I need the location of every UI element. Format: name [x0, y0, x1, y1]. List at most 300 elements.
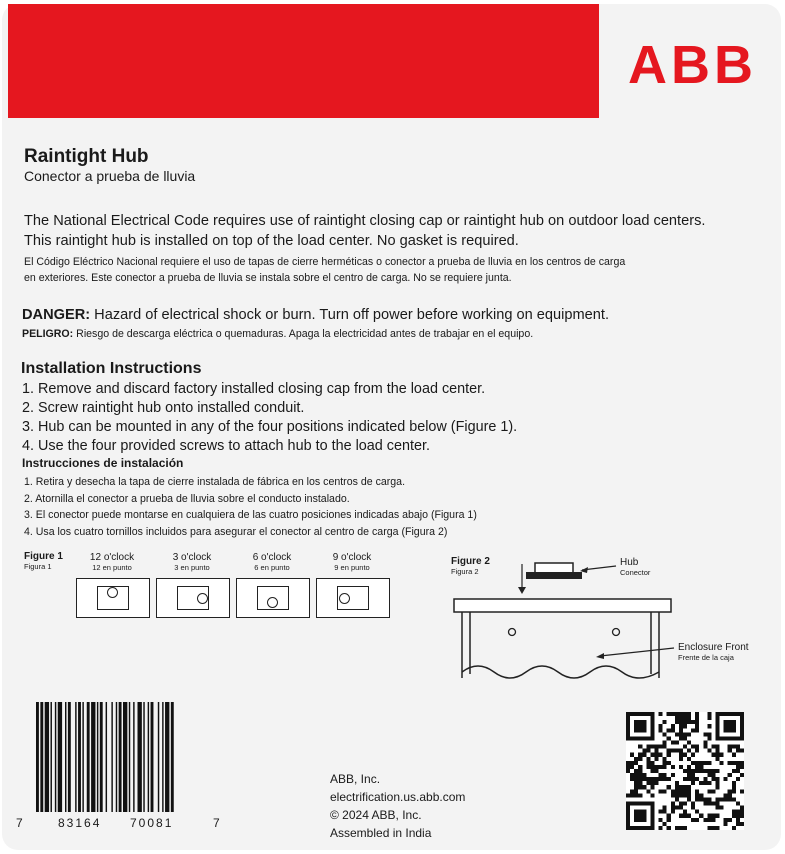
qr-module: [740, 712, 744, 716]
qr-module: [650, 712, 654, 716]
qr-module: [679, 785, 683, 789]
qr-module: [659, 789, 663, 793]
figure1-subtitle: Figura 1: [24, 562, 52, 571]
qr-module: [716, 716, 720, 720]
position-sublabel: 3 en punto: [174, 563, 210, 572]
qr-module: [695, 761, 699, 765]
qr-module: [626, 712, 630, 716]
qr-module: [736, 822, 740, 826]
qr-module: [659, 773, 663, 777]
qr-module: [638, 765, 642, 769]
qr-module: [663, 773, 667, 777]
step-en: 2. Screw raintight hub onto installed conduit.: [22, 400, 305, 416]
qr-module: [638, 802, 642, 806]
qr-module: [699, 814, 703, 818]
qr-module: [671, 810, 675, 814]
qr-module: [659, 777, 663, 781]
barcode-bar: [91, 702, 95, 812]
qr-module: [695, 777, 699, 781]
qr-module: [650, 720, 654, 724]
screw-hole: [613, 629, 620, 636]
qr-module: [691, 728, 695, 732]
qr-module: [650, 716, 654, 720]
barcode-bar: [68, 702, 71, 812]
qr-module: [703, 745, 707, 749]
qr-module: [679, 716, 683, 720]
hub-position-6-diagram: [236, 578, 310, 618]
qr-module: [642, 777, 646, 781]
qr-module: [724, 818, 728, 822]
qr-module: [626, 806, 630, 810]
qr-module: [663, 761, 667, 765]
qr-module: [659, 712, 663, 716]
qr-module: [650, 724, 654, 728]
step-es: 2. Atornilla el conector a prueba de lluvia sobre el conducto instalado.: [24, 492, 350, 505]
qr-module: [736, 810, 740, 814]
red-banner: [8, 4, 599, 118]
qr-module: [724, 797, 728, 801]
qr-module: [634, 736, 638, 740]
qr-module: [707, 781, 711, 785]
barcode-bar: [123, 702, 127, 812]
qr-module: [707, 769, 711, 773]
company-origin: Assembled in India: [330, 826, 432, 840]
barcode-bar: [58, 702, 62, 812]
qr-module: [663, 740, 667, 744]
qr-module: [671, 740, 675, 744]
qr-module: [654, 745, 658, 749]
qr-module: [683, 736, 687, 740]
qr-module: [724, 822, 728, 826]
barcode-bar: [116, 702, 117, 812]
qr-module: [703, 761, 707, 765]
qr-module: [650, 818, 654, 822]
qr-module: [695, 793, 699, 797]
qr-module: [663, 806, 667, 810]
qr-module: [707, 826, 711, 830]
qr-module: [683, 785, 687, 789]
qr-module: [728, 728, 732, 732]
barcode-bar: [36, 702, 39, 812]
qr-module: [740, 724, 744, 728]
qr-module: [634, 785, 638, 789]
qr-module: [630, 789, 634, 793]
qr-module: [638, 724, 642, 728]
qr-module: [716, 777, 720, 781]
barcode-bar: [55, 702, 56, 812]
qr-module: [626, 802, 630, 806]
qr-module: [683, 789, 687, 793]
qr-module: [691, 753, 695, 757]
qr-module: [687, 732, 691, 736]
qr-module: [716, 732, 720, 736]
qr-module: [671, 793, 675, 797]
position-label: 3 o'clock: [172, 552, 212, 563]
qr-module: [675, 806, 679, 810]
qr-module: [724, 724, 728, 728]
qr-module: [675, 781, 679, 785]
qr-module: [679, 806, 683, 810]
qr-module: [634, 757, 638, 761]
qr-module: [679, 736, 683, 740]
qr-module: [679, 765, 683, 769]
qr-module: [703, 797, 707, 801]
step-en: 4. Use the four provided screws to attach hub to the load center.: [22, 438, 430, 454]
position-label: 12 o'clock: [89, 552, 135, 563]
qr-module: [687, 777, 691, 781]
qr-module: [695, 712, 699, 716]
qr-module: [679, 793, 683, 797]
qr-module: [634, 761, 638, 765]
barcode-bar: [111, 702, 112, 812]
position-label-9: [316, 552, 388, 572]
qr-module: [707, 773, 711, 777]
qr-module: [667, 736, 671, 740]
danger-es-text: Riesgo de descarga eléctrica o quemaduras. Apaga la electricidad antes de trabajar en el equipo.: [73, 328, 534, 340]
qr-module: [687, 749, 691, 753]
qr-module: [650, 728, 654, 732]
qr-module: [711, 826, 715, 830]
qr-module: [716, 736, 720, 740]
qr-module: [691, 818, 695, 822]
qr-module: [634, 773, 638, 777]
barcode-bar: [158, 702, 159, 812]
qr-module: [728, 736, 732, 740]
position-label-6: [236, 552, 308, 572]
qr-module: [699, 793, 703, 797]
qr-module: [699, 765, 703, 769]
qr-module: [634, 712, 638, 716]
qr-module: [728, 793, 732, 797]
qr-module: [642, 810, 646, 814]
qr-module: [626, 769, 630, 773]
barcode-digits-left: 83164: [58, 816, 102, 830]
qr-module: [732, 797, 736, 801]
danger-en-label: DANGER:: [22, 307, 91, 323]
qr-module: [736, 761, 740, 765]
qr-module: [626, 716, 630, 720]
enclosure-front-label: [678, 642, 749, 662]
qr-module: [691, 802, 695, 806]
qr-module: [634, 818, 638, 822]
qr-module: [667, 826, 671, 830]
barcode-bar: [119, 702, 122, 812]
qr-module: [642, 802, 646, 806]
qr-module: [695, 716, 699, 720]
qr-module: [634, 810, 638, 814]
hub-hole: [197, 593, 208, 604]
enclosure-top: [454, 599, 671, 612]
qr-module: [646, 749, 650, 753]
qr-module: [691, 745, 695, 749]
qr-module: [642, 749, 646, 753]
qr-module: [707, 724, 711, 728]
qr-module: [711, 777, 715, 781]
qr-module: [724, 712, 728, 716]
qr-module: [716, 797, 720, 801]
qr-module: [691, 761, 695, 765]
qr-module: [687, 785, 691, 789]
position-label: 6 o'clock: [252, 552, 292, 563]
qr-module: [695, 720, 699, 724]
qr-module: [663, 765, 667, 769]
qr-module: [695, 745, 699, 749]
qr-module: [724, 793, 728, 797]
qr-module: [691, 773, 695, 777]
break-line: [462, 666, 659, 678]
barcode-bar: [129, 702, 130, 812]
qr-module: [638, 810, 642, 814]
qr-module: [646, 736, 650, 740]
qr-module: [720, 736, 724, 740]
qr-module: [663, 732, 667, 736]
qr-module: [740, 806, 744, 810]
qr-module: [642, 773, 646, 777]
qr-module: [740, 814, 744, 818]
barcode-bar: [45, 702, 49, 812]
step-en: 3. Hub can be mounted in any of the four positions indicated below (Figure 1).: [22, 419, 518, 435]
qr-module: [671, 773, 675, 777]
qr-module: [630, 802, 634, 806]
qr-module: [711, 769, 715, 773]
qr-module: [650, 785, 654, 789]
step-en: 1. Remove and discard factory installed closing cap from the load center.: [22, 381, 486, 397]
company-info: [330, 770, 465, 842]
qr-module: [667, 728, 671, 732]
qr-module: [695, 789, 699, 793]
qr-module: [626, 810, 630, 814]
qr-module: [736, 818, 740, 822]
qr-module: [646, 745, 650, 749]
hub-flange: [526, 572, 582, 579]
qr-module: [650, 822, 654, 826]
qr-module: [687, 797, 691, 801]
qr-module: [720, 761, 724, 765]
qr-module: [699, 797, 703, 801]
qr-module: [736, 749, 740, 753]
qr-module: [740, 822, 744, 826]
barcode-digit-first: 7: [16, 816, 23, 830]
qr-module: [728, 773, 732, 777]
qr-module: [728, 789, 732, 793]
qr-module: [679, 753, 683, 757]
qr-module: [671, 789, 675, 793]
qr-module: [667, 712, 671, 716]
hub-position-9-diagram: [316, 578, 390, 618]
qr-module: [683, 712, 687, 716]
qr-module: [642, 728, 646, 732]
qr-module: [691, 806, 695, 810]
qr-module: [634, 802, 638, 806]
barcode-digit-last: 7: [213, 816, 220, 830]
qr-module: [720, 712, 724, 716]
qr-module: [675, 732, 679, 736]
qr-module: [683, 720, 687, 724]
qr-module: [667, 753, 671, 757]
qr-module: [732, 789, 736, 793]
qr-module: [716, 745, 720, 749]
qr-module: [671, 724, 675, 728]
position-label-3: [156, 552, 228, 572]
arrowhead-icon: [518, 587, 526, 594]
barcode-bar: [51, 702, 52, 812]
qr-module: [626, 761, 630, 765]
qr-module: [716, 712, 720, 716]
qr-module: [711, 818, 715, 822]
qr-module: [732, 781, 736, 785]
qr-module: [703, 732, 707, 736]
qr-module: [675, 797, 679, 801]
qr-module: [716, 757, 720, 761]
company-name: ABB, Inc.: [330, 772, 381, 786]
qr-module: [732, 720, 736, 724]
company-url[interactable]: electrification.us.abb.com: [330, 790, 466, 804]
qr-module: [659, 753, 663, 757]
barcode-bar: [75, 702, 76, 812]
qr-module: [675, 789, 679, 793]
qr-module: [707, 761, 711, 765]
qr-module: [716, 814, 720, 818]
qr-module: [634, 789, 638, 793]
qr-module: [679, 789, 683, 793]
qr-module: [638, 728, 642, 732]
qr-module: [626, 765, 630, 769]
qr-module: [732, 769, 736, 773]
intro-en-line1: The National Electrical Code requires use of raintight closing cap or raintight hub on outdoor load centers.: [24, 213, 706, 229]
qr-module: [642, 814, 646, 818]
qr-module: [728, 720, 732, 724]
qr-module: [638, 826, 642, 830]
danger-en: [22, 306, 609, 325]
qr-module: [732, 712, 736, 716]
qr-module: [716, 781, 720, 785]
position-label-12: [76, 552, 148, 572]
qr-module: [638, 753, 642, 757]
qr-module: [707, 712, 711, 716]
qr-module: [667, 749, 671, 753]
qr-module: [646, 712, 650, 716]
hub-label-sub: Conector: [620, 568, 651, 577]
qr-module: [654, 769, 658, 773]
qr-module: [638, 736, 642, 740]
qr-module: [728, 797, 732, 801]
qr-module: [695, 797, 699, 801]
qr-module: [634, 781, 638, 785]
qr-module: [646, 765, 650, 769]
qr-module: [654, 753, 658, 757]
qr-module: [642, 720, 646, 724]
qr-module: [740, 736, 744, 740]
qr-module: [630, 761, 634, 765]
hub-label-text: Hub: [620, 557, 639, 568]
qr-module: [736, 769, 740, 773]
qr-module: [732, 810, 736, 814]
qr-module: [740, 716, 744, 720]
qr-module: [679, 728, 683, 732]
product-title: Raintight Hub: [24, 146, 149, 167]
qr-module: [675, 749, 679, 753]
qr-module: [654, 749, 658, 753]
qr-module: [630, 773, 634, 777]
qr-module: [728, 724, 732, 728]
qr-module: [675, 785, 679, 789]
qr-module: [728, 712, 732, 716]
danger-es: [22, 326, 533, 342]
qr-module: [679, 826, 683, 830]
qr-module: [642, 785, 646, 789]
barcode-bar: [78, 702, 81, 812]
qr-module: [707, 802, 711, 806]
qr-module: [671, 806, 675, 810]
qr-module: [630, 765, 634, 769]
qr-module: [626, 736, 630, 740]
qr-module: [683, 814, 687, 818]
qr-module: [679, 724, 683, 728]
qr-module: [667, 761, 671, 765]
qr-module: [736, 745, 740, 749]
qr-module: [638, 818, 642, 822]
qr-module: [663, 789, 667, 793]
qr-module: [679, 814, 683, 818]
qr-module: [716, 753, 720, 757]
qr-module: [634, 720, 638, 724]
qr-module: [630, 736, 634, 740]
qr-module: [736, 814, 740, 818]
installation-steps-en: [22, 380, 517, 456]
qr-module: [740, 761, 744, 765]
qr-module: [736, 765, 740, 769]
qr-module: [634, 769, 638, 773]
qr-module: [732, 826, 736, 830]
qr-module: [659, 728, 663, 732]
qr-module: [703, 802, 707, 806]
intro-es-line2: en exteriores. Este conector a prueba de lluvia se instala sobre el centro de carga. No se requiere junta.: [24, 272, 512, 284]
qr-module: [728, 818, 732, 822]
qr-module: [626, 822, 630, 826]
intro-en-line2: This raintight hub is installed on top of the load center. No gasket is required.: [24, 233, 519, 249]
barcode-bar: [133, 702, 134, 812]
qr-module: [740, 810, 744, 814]
qr-module: [732, 785, 736, 789]
qr-module: [650, 777, 654, 781]
qr-module: [626, 826, 630, 830]
qr-module: [671, 728, 675, 732]
qr-module: [630, 826, 634, 830]
qr-module: [650, 814, 654, 818]
qr-module: [716, 785, 720, 789]
qr-module: [671, 712, 675, 716]
qr-module: [650, 793, 654, 797]
qr-module: [646, 777, 650, 781]
qr-module: [626, 814, 630, 818]
qr-module: [646, 761, 650, 765]
qr-module: [630, 753, 634, 757]
qr-module: [695, 765, 699, 769]
qr-module: [740, 789, 744, 793]
qr-module: [707, 732, 711, 736]
qr-module: [626, 728, 630, 732]
qr-module: [691, 769, 695, 773]
barcode-bar: [151, 702, 154, 812]
abb-logo: ABB: [628, 35, 757, 95]
qr-module: [683, 724, 687, 728]
barcode-bar: [65, 702, 66, 812]
hub-hole: [107, 587, 118, 598]
qr-module: [732, 736, 736, 740]
hub-body: [535, 563, 573, 573]
qr-module: [659, 745, 663, 749]
qr-module: [724, 720, 728, 724]
